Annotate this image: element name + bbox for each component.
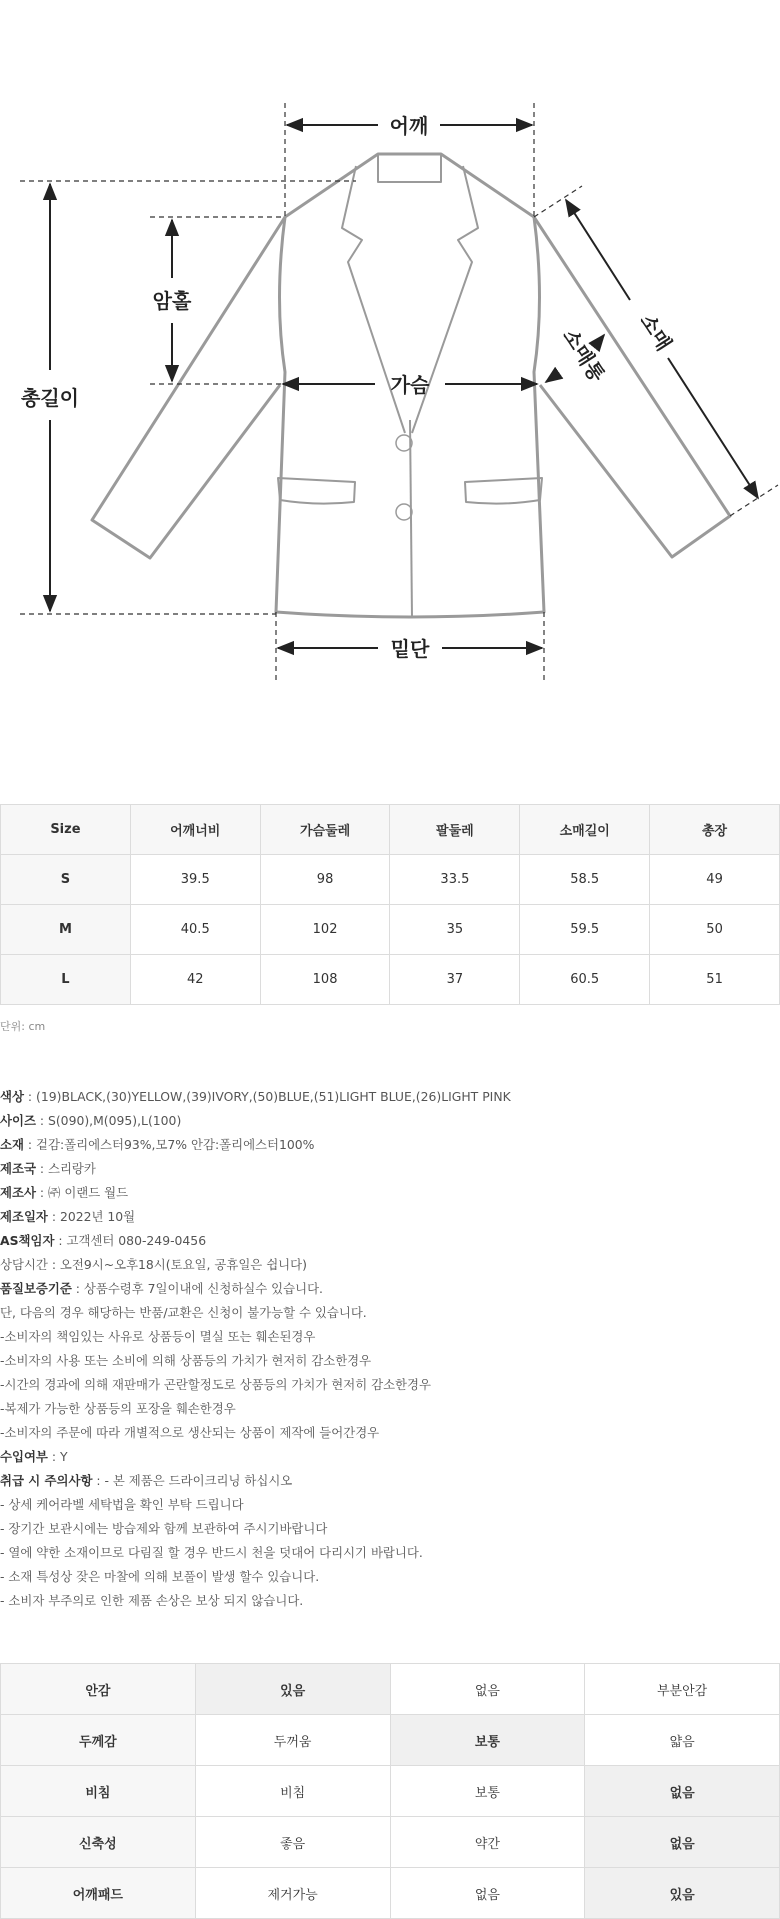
info-separator: : bbox=[35, 1161, 48, 1176]
size-table bbox=[0, 804, 780, 1005]
info-value: 고객센터 080-249-0456 bbox=[66, 1233, 207, 1248]
spec-label: 안감 bbox=[1, 1664, 196, 1715]
info-value: - 상세 케어라벨 세탁법을 확인 부탁 드립니다 bbox=[0, 1497, 244, 1512]
spec-option-selected: 있음 bbox=[195, 1664, 390, 1715]
info-line bbox=[0, 1325, 780, 1349]
info-line bbox=[0, 1277, 780, 1301]
info-line bbox=[0, 1373, 780, 1397]
spec-option: 약간 bbox=[390, 1817, 585, 1868]
info-label: 품질보증기준 bbox=[0, 1281, 72, 1296]
info-line bbox=[0, 1565, 780, 1589]
spec-label: 비침 bbox=[1, 1766, 196, 1817]
info-value: -복제가 가능한 상품등의 포장을 훼손한경우 bbox=[0, 1401, 236, 1416]
total-length-label: 총길이 bbox=[21, 386, 79, 410]
value-cell: 40.5 bbox=[130, 905, 260, 955]
info-line bbox=[0, 1349, 780, 1373]
info-line bbox=[0, 1517, 780, 1541]
size-cell: S bbox=[1, 855, 131, 905]
info-separator: : bbox=[71, 1281, 84, 1296]
value-cell: 60.5 bbox=[520, 955, 650, 1005]
spec-option: 없음 bbox=[390, 1868, 585, 1919]
info-value: 스리랑카 bbox=[47, 1161, 96, 1176]
value-cell: 59.5 bbox=[520, 905, 650, 955]
spec-option: 얇음 bbox=[585, 1715, 780, 1766]
table-row bbox=[1, 905, 780, 955]
info-line bbox=[0, 1205, 780, 1229]
size-cell: L bbox=[1, 955, 131, 1005]
info-value: 단, 다음의 경우 해당하는 반품/교환은 신청이 불가능할 수 있습니다. bbox=[0, 1305, 367, 1320]
value-cell: 42 bbox=[130, 955, 260, 1005]
unit-note: 단위: cm bbox=[0, 1020, 46, 1033]
info-line bbox=[0, 1421, 780, 1445]
info-label: 소재 bbox=[0, 1137, 24, 1152]
spec-option: 좋음 bbox=[195, 1817, 390, 1868]
info-separator: : bbox=[23, 1137, 37, 1152]
header-cell: 소매길이 bbox=[520, 805, 650, 855]
spec-option: 제거가능 bbox=[195, 1868, 390, 1919]
spec-label: 두께감 bbox=[1, 1715, 196, 1766]
info-line bbox=[0, 1085, 780, 1109]
sleeve-width-label: 소매통 bbox=[558, 324, 610, 387]
info-value: 겉감:폴리에스터93%,모7% 안감:폴리에스터100% bbox=[36, 1137, 315, 1152]
info-separator: : bbox=[54, 1233, 67, 1248]
info-separator: : bbox=[47, 1449, 60, 1464]
info-value: - 장기간 보관시에는 방습제와 함께 보관하여 주시기바랍니다 bbox=[0, 1521, 328, 1536]
info-separator: : bbox=[35, 1113, 48, 1128]
info-label: 사이즈 bbox=[0, 1113, 36, 1128]
info-separator: : bbox=[47, 1209, 60, 1224]
header-cell: 총장 bbox=[650, 805, 780, 855]
spec-label: 어깨패드 bbox=[1, 1868, 196, 1919]
size-cell: M bbox=[1, 905, 131, 955]
chest-label: 가슴 bbox=[390, 373, 430, 397]
spec-option-selected: 없음 bbox=[585, 1817, 780, 1868]
table-row bbox=[1, 955, 780, 1005]
value-cell: 50 bbox=[650, 905, 780, 955]
info-value: 상품수령후 7일이내에 신청하실수 있습니다. bbox=[83, 1281, 323, 1296]
spec-option: 없음 bbox=[390, 1664, 585, 1715]
info-line bbox=[0, 1589, 780, 1613]
size-table-header bbox=[1, 805, 780, 855]
info-line bbox=[0, 1301, 780, 1325]
value-cell: 35 bbox=[390, 905, 520, 955]
info-value: 상담시간 : 오전9시~오후18시(토요일, 공휴일은 쉽니다) bbox=[0, 1257, 307, 1272]
info-value: - 본 제품은 드라이크리닝 하십시오 bbox=[104, 1473, 293, 1488]
header-cell: Size bbox=[1, 805, 131, 855]
sleeve-label: 소매 bbox=[635, 309, 677, 355]
value-cell: 108 bbox=[260, 955, 390, 1005]
info-value: ㈜ 이랜드 월드 bbox=[47, 1185, 129, 1200]
info-value: (19)BLACK,(30)YELLOW,(39)IVORY,(50)BLUE,(51)LIGHT BLUE,(26)LIGHT PINK bbox=[36, 1089, 511, 1104]
info-value: Y bbox=[59, 1449, 68, 1464]
size-diagram bbox=[0, 0, 780, 700]
spec-option-selected: 없음 bbox=[585, 1766, 780, 1817]
spec-row bbox=[1, 1664, 780, 1715]
value-cell: 33.5 bbox=[390, 855, 520, 905]
info-value: -소비자의 책임있는 사유로 상품등이 멸실 또는 훼손된경우 bbox=[0, 1329, 316, 1344]
info-label: AS책임자 bbox=[0, 1233, 55, 1248]
value-cell: 102 bbox=[260, 905, 390, 955]
info-separator: : bbox=[23, 1089, 37, 1104]
spec-option: 부분안감 bbox=[585, 1664, 780, 1715]
spec-table bbox=[0, 1663, 780, 1919]
spec-row bbox=[1, 1715, 780, 1766]
info-label: 제조국 bbox=[0, 1161, 36, 1176]
value-cell: 37 bbox=[390, 955, 520, 1005]
shoulder-label: 어깨 bbox=[389, 114, 429, 138]
spec-label: 신축성 bbox=[1, 1817, 196, 1868]
spec-option-selected: 있음 bbox=[585, 1868, 780, 1919]
info-label: 취급 시 주의사항 bbox=[0, 1473, 93, 1488]
header-cell: 어깨너비 bbox=[130, 805, 260, 855]
info-value: - 열에 약한 소재이므로 다림질 할 경우 반드시 천을 덧대어 다리시기 바랍니다. bbox=[0, 1545, 423, 1560]
spec-option: 보통 bbox=[390, 1766, 585, 1817]
info-label: 제조일자 bbox=[0, 1209, 48, 1224]
info-label: 색상 bbox=[0, 1089, 24, 1104]
info-line bbox=[0, 1493, 780, 1517]
table-row bbox=[1, 855, 780, 905]
spec-option-selected: 보통 bbox=[390, 1715, 585, 1766]
value-cell: 98 bbox=[260, 855, 390, 905]
spec-option: 두꺼움 bbox=[195, 1715, 390, 1766]
info-line bbox=[0, 1397, 780, 1421]
spec-row bbox=[1, 1868, 780, 1919]
info-value: -소비자의 사용 또는 소비에 의해 상품등의 가치가 현저히 감소한경우 bbox=[0, 1353, 372, 1368]
spec-row bbox=[1, 1766, 780, 1817]
info-line bbox=[0, 1229, 780, 1253]
armhole-label: 암홀 bbox=[152, 289, 192, 313]
info-separator: : bbox=[35, 1185, 48, 1200]
value-cell: 49 bbox=[650, 855, 780, 905]
header-cell: 팔둘레 bbox=[390, 805, 520, 855]
info-separator: : bbox=[92, 1473, 105, 1488]
info-label: 수입여부 bbox=[0, 1449, 48, 1464]
info-value: - 소재 특성상 잦은 마찰에 의해 보풀이 발생 할수 있습니다. bbox=[0, 1569, 320, 1584]
info-value: S(090),M(095),L(100) bbox=[47, 1113, 182, 1128]
info-value: -시간의 경과에 의해 재판매가 곤란할정도로 상품등의 가치가 현저히 감소한경우 bbox=[0, 1377, 431, 1392]
product-info bbox=[0, 1085, 780, 1613]
spec-option: 비침 bbox=[195, 1766, 390, 1817]
hem-label: 밑단 bbox=[390, 637, 430, 661]
header-cell: 가슴둘레 bbox=[260, 805, 390, 855]
info-line bbox=[0, 1253, 780, 1277]
value-cell: 58.5 bbox=[520, 855, 650, 905]
info-value: -소비자의 주문에 따라 개별적으로 생산되는 상품이 제작에 들어간경우 bbox=[0, 1425, 380, 1440]
value-cell: 51 bbox=[650, 955, 780, 1005]
info-value: 2022년 10월 bbox=[59, 1209, 136, 1224]
info-line bbox=[0, 1157, 780, 1181]
info-line bbox=[0, 1445, 780, 1469]
value-cell: 39.5 bbox=[130, 855, 260, 905]
info-label: 제조사 bbox=[0, 1185, 36, 1200]
info-line bbox=[0, 1541, 780, 1565]
spec-row bbox=[1, 1817, 780, 1868]
info-line bbox=[0, 1133, 780, 1157]
info-line bbox=[0, 1181, 780, 1205]
info-line bbox=[0, 1109, 780, 1133]
info-line bbox=[0, 1469, 780, 1493]
info-value: - 소비자 부주의로 인한 제품 손상은 보상 되지 않습니다. bbox=[0, 1593, 304, 1608]
